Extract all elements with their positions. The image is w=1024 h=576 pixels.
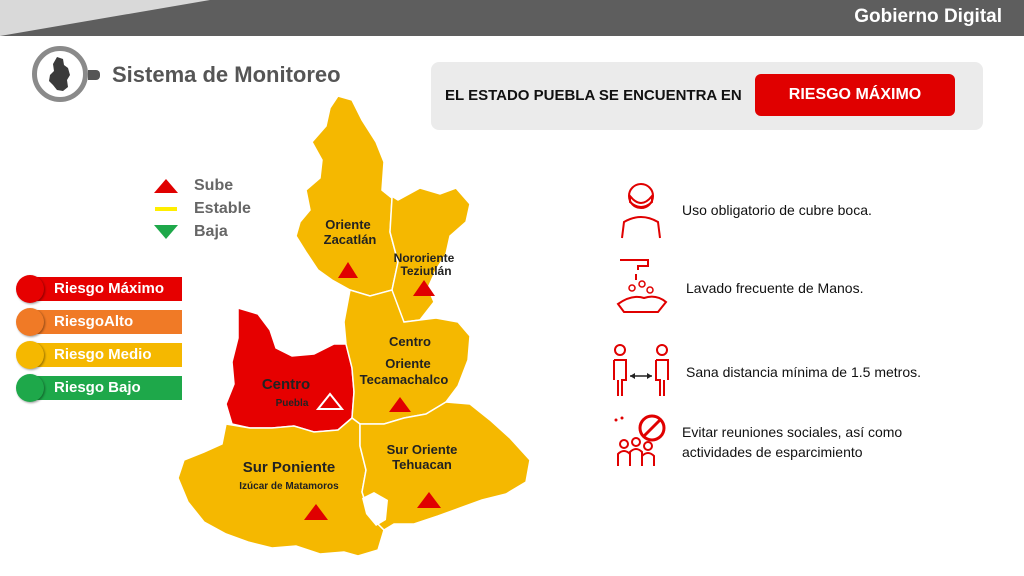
trend-label: Sube bbox=[194, 176, 234, 194]
risk-level-badge: RIESGO MÁXIMO bbox=[755, 74, 955, 116]
face-mask-icon bbox=[608, 176, 674, 242]
region-sub: Izúcar de Matamoros bbox=[239, 481, 339, 492]
header-title: Gobierno Digital bbox=[854, 6, 1002, 27]
trend-label: Baja bbox=[194, 222, 228, 240]
region-name: Centro bbox=[389, 334, 431, 349]
risk-label: Riesgo Bajo bbox=[54, 379, 141, 396]
recommendation-item bbox=[608, 410, 1008, 480]
region-name: Oriente bbox=[325, 217, 371, 232]
risk-label: Riesgo Máximo bbox=[54, 280, 165, 297]
banner-text: EL ESTADO PUEBLA SE ENCUENTRA EN bbox=[445, 87, 742, 104]
recommendation-text: Uso obligatorio de cubre boca. bbox=[682, 202, 872, 218]
region-sub: Oriente bbox=[385, 356, 431, 371]
region-sub: Puebla bbox=[275, 398, 309, 409]
recommendation-text bbox=[682, 422, 902, 462]
region-sub: Tehuacan bbox=[392, 457, 452, 472]
trend-label: Estable bbox=[194, 199, 251, 217]
recommendation-text: Lavado frecuente de Manos. bbox=[686, 280, 864, 296]
region-name: Sur Oriente bbox=[386, 442, 458, 457]
recommendation-line: Evitar reuniones sociales, así como bbox=[682, 424, 903, 440]
recommendation-item bbox=[608, 254, 1008, 324]
recommendation-item bbox=[608, 336, 1008, 406]
region-name: Sur Poniente bbox=[242, 459, 336, 476]
region-name: Nororiente bbox=[393, 251, 455, 265]
recommendation-item bbox=[608, 176, 1008, 246]
region-sub: Zacatlán bbox=[323, 232, 377, 247]
region-sub: Teziutlán bbox=[400, 264, 452, 278]
risk-label: Riesgo Medio bbox=[54, 346, 152, 363]
region-name: Centro bbox=[261, 376, 311, 393]
region-sub: Tecamachalco bbox=[359, 372, 449, 387]
no-gatherings-icon bbox=[608, 410, 674, 476]
social-distance-icon bbox=[608, 336, 674, 402]
hand-washing-icon bbox=[608, 254, 674, 320]
app-title: Sistema de Monitoreo bbox=[112, 62, 341, 87]
risk-label: RiesgoAlto bbox=[54, 313, 134, 330]
recommendation-text: Sana distancia mínima de 1.5 metros. bbox=[686, 364, 922, 380]
recommendation-line: actividades de esparcimiento bbox=[682, 444, 863, 460]
region-centro-puebla[interactable] bbox=[226, 308, 354, 432]
